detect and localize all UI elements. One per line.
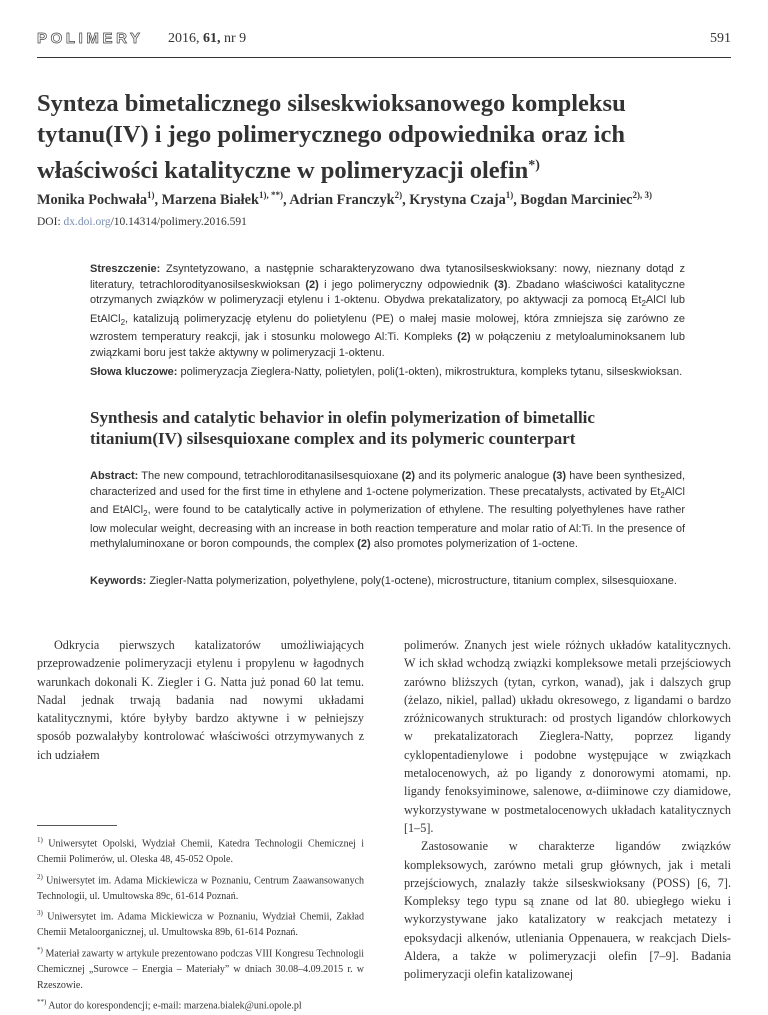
author-affiliation: 1): [505, 190, 514, 200]
footnote: $^{1)}$ Uniwersytet Opolski, Wydział Chemii, Katedra Technologii Chemicznej i Chemii Polimerów, ul. Oleska 48, 45-052 Opole.: [37, 836, 364, 866]
footnote: $^{3)}$ Uniwersytet im. Adama Mickiewicza w Poznaniu, Wydział Chemii, Zakład Chemii Metaloorganicznej, ul. Umultowska 89b, 61-614 Poznań.: [37, 909, 364, 939]
running-header: [37, 30, 731, 50]
header-divider: [37, 57, 731, 58]
journal-issue: 2016, 61, nr 9: [168, 31, 247, 46]
footnote: $^{2)}$ Uniwersytet im. Adama Mickiewicza w Poznaniu, Centrum Zaawansowanych Technologii, ul. Umultowska 89c, 61-614 Poznań.: [37, 872, 365, 902]
article-title: Synteza bimetalicznego silseskwioksanowego kompleksu tytanu(IV) i jego polimerycznego odpowiednika oraz ich właściwości katalityczne w polimeryzacji olefin*): [37, 90, 626, 185]
keywords-en: Keywords: Ziegler-Natta polymerization, polyethylene, poly(1-octene), microstructure, titanium complex, silsesquioxane.: [90, 575, 677, 587]
footnote-email: **) Autor do korespondencji; e-mail: marzena.bialek@uni.opole.pl: [37, 998, 302, 1012]
author-affiliation: 2): [394, 190, 403, 200]
abstract-en: Abstract: The new compound, tetrachloroditanasilsesquioxane (2) and its polymeric analogue (3) have been synthesized, characterized and used for the first time in ethylene and 1-octene polymerization. These precatalysts, activated by $Et_2AlCl$ and EtAlCl$_2$, were found to be catalytically active in polymerization of ethylene. The resulting polyethylenes have rather low molecular weight, decreasing with an increase in both reaction temperature and molar ratio of Al:Ti. In the presence of methylaluminoxane or boron compounds, the complex (2) also promotes polymerization of 1-octene.: [90, 470, 686, 551]
abstract-pl: Streszczenie: Zsyntetyzowano, a następnie scharakteryzowano dwa tytanosilseskwioksany: nowy, nieznany dotąd z literatury, tetrachlorodityanosilseskwioksan (2) i jego polimeryczny odpowiednik (3). Zbadano właściwości katalityczne otrzymanych związków w polimeryzacji etylenu i 1-oktenu. Obydwa prekatalizatory, po aktywacji za pomocą $Et_2AlCl$ lub EtAlCl$_2$, katalizują polimeryzację etylenu do polietylenu (PE) o małej masie molowej, która zmniejsza się zarówno ze wzrostem temperatury reakcji, jak i stosunku molowego Al:Ti. Kompleks (2) w połączeniu z metyloaluminoksanem lub związkami boru jest także aktywny w polimeryzacji 1-oktenu.: [90, 263, 686, 359]
body-column-left: [37, 636, 364, 764]
author-affiliation: 1), **): [258, 190, 283, 200]
author-name: Adrian Franczyk: [289, 191, 395, 208]
body-paragraph: polimerów. Znanych jest wiele różnych układów katalitycznych. W ich skład wchodzą związki kompleksowe metali przejściowych zarówno bliższych (tytan, cyrkon, wanad), jak i dalszych grup (żelazo, nikiel, pallad) układu okresowego, z ligandami o bardzo zróżnicowanych strukturach: od prostych ligandów chlorkowych w prekatalizatorach Zieglera-Natty, poprzez ligandy cyklopentadienylowe i podobne występujące w związkach metalocenowych, aż po ligandy z donorowymi atomami, np. ligandy fenoksyiminowe, salenowe, α-diiminowe czy diamidowe, wykorzystywane w postmetalocenowych układach katalitycznych [1–5].: [404, 638, 731, 835]
keywords-en-label: Keywords:: [90, 575, 147, 587]
author-list: Monika Pochwała$^{1)}$, Marzena Białek$^{1), **)}$, Adrian Franczyk$^{2)}$, Krystyna Czaja$^{1)}$, Bogdan Marciniec$^{2), 3)}$: [37, 190, 653, 208]
keywords-pl: Słowa kluczowe: polimeryzacja Zieglera-Natty, polietylen, poli(1-okten), mikrostruktura, kompleks tytanu, silseskwioksan.: [90, 366, 683, 378]
footnote: *) Materiał zawarty w artykule prezentowano podczas VIII Kongresu Technologii Chemicznej „Surowce – Energia – Materiały” w dniach 30.08–4.09.2015 r. w Rzeszowie.: [37, 945, 364, 992]
author-name: Bogdan Marciniec: [520, 191, 633, 208]
abstract-pl-label: Streszczenie:: [90, 263, 161, 275]
body-column-right: [404, 636, 731, 984]
author-affiliation: 1): [147, 190, 155, 200]
journal-name: POLIMERY: [37, 30, 144, 47]
english-title: Synthesis and catalytic behavior in olefin polymerization of bimetallic titanium(IV) silsesquioxane complex and its polymeric counterpart: [90, 408, 595, 448]
body-paragraph: Zastosowanie w charakterze ligandów związków kompleksowych, zarówno metali grup głównych, jak i metali przejściowych, znalazły także silseskwioksany (POSS) [6, 7]. Kompleksy tego typu są znane od lat 80. ubiegłego wieku i wykorzystywane jako katalizatory w reakcjach metatezy i epoksydacji alkenów, utleniania Oppenauera, w reakcjach Diels-Aldera, a także w polimeryzacji olefin [7–9]. Badania polimeryzacji olefin katalizowanej: [404, 839, 731, 982]
page-number: 591: [710, 31, 731, 46]
author-name: Krystyna Czaja: [409, 191, 506, 208]
footnotes: [37, 832, 364, 1015]
author-affiliation: 2), 3): [632, 190, 653, 200]
title-footnote-mark: *): [528, 158, 540, 173]
author-name: Monika Pochwała: [37, 191, 148, 208]
author-name: Marzena Białek: [161, 191, 259, 208]
doi-line: DOI: dx.doi.org/10.14314/polimery.2016.591: [37, 216, 247, 228]
keywords-pl-label: Słowa kluczowe:: [90, 366, 178, 378]
footnote-divider: [37, 825, 117, 826]
abstract-en-label: Abstract:: [90, 470, 139, 482]
doi-link[interactable]: dx.doi.org: [63, 216, 111, 228]
body-paragraph: Odkrycia pierwszych katalizatorów umożliwiających przeprowadzenie polimeryzacji etylenu i propylenu w łagodnych warunkach dokonali K. Ziegler i G. Natta już ponad 60 lat temu. Nadal jednak trwają badania nad nowymi układami katalitycznymi, które byłyby bardzo aktywne i w pełniejszy sposób pozwalałyby kontrolować właściwości otrzymywanych z ich udziałem: [37, 638, 364, 762]
